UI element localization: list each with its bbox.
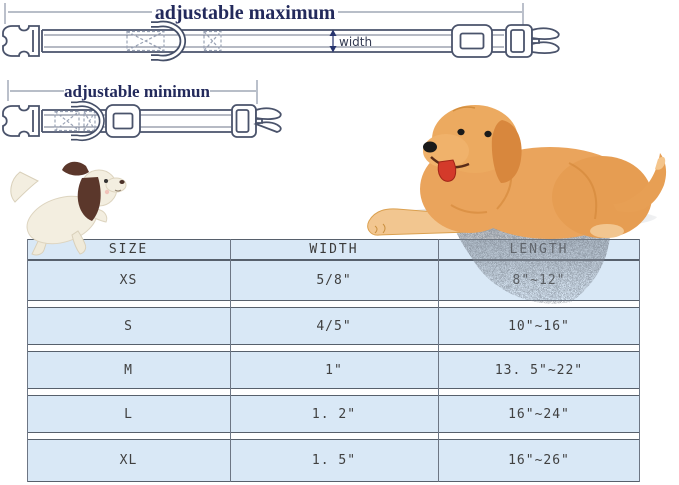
table-row-m: [27, 351, 640, 389]
male-buckle: [506, 25, 559, 57]
stitch-box: [127, 32, 221, 51]
length-value: 13. 5"~22": [494, 362, 584, 378]
golden-retriever-illustration: [355, 93, 679, 310]
puppy-illustration: [2, 150, 147, 262]
adjustable-maximum-label: adjustable maximum: [154, 2, 336, 24]
tri-glide-slider: [106, 105, 140, 137]
length-value: 16"~24": [508, 406, 570, 422]
size-value: XS: [119, 273, 138, 288]
width-value: 1. 2": [311, 406, 357, 422]
tri-glide-slider: [452, 25, 492, 57]
width-value: 5/8": [316, 273, 352, 288]
collar-minimum: [3, 104, 281, 138]
width-value: 1. 5": [311, 453, 357, 468]
collar-maximum: [3, 24, 559, 58]
table-row-l: [27, 395, 640, 433]
size-value: S: [124, 318, 133, 334]
table-divider-1: [230, 239, 231, 482]
female-buckle: [3, 26, 39, 56]
length-value: 10"~16": [508, 318, 570, 334]
collar-strap: [42, 30, 506, 52]
size-value: L: [124, 406, 133, 422]
table-border-left: [27, 239, 28, 482]
puppy-body: [11, 170, 126, 255]
table-row-xl: [27, 439, 640, 482]
male-buckle: [232, 105, 281, 137]
length-value: 16"~26": [508, 453, 570, 468]
width-value: 4/5": [316, 318, 352, 334]
width-annotation: [330, 30, 337, 53]
female-buckle: [3, 106, 39, 136]
width-value: 1": [325, 362, 343, 378]
adjustable-minimum-label: adjustable minimun: [64, 82, 210, 101]
size-value: XL: [119, 453, 138, 468]
table-row-s: [27, 307, 640, 345]
column-header-size: SIZE: [108, 242, 149, 257]
width-label: width: [339, 35, 373, 49]
stitch-box: [55, 112, 95, 131]
column-header-width: WIDTH: [309, 242, 359, 257]
size-value: M: [124, 362, 133, 378]
